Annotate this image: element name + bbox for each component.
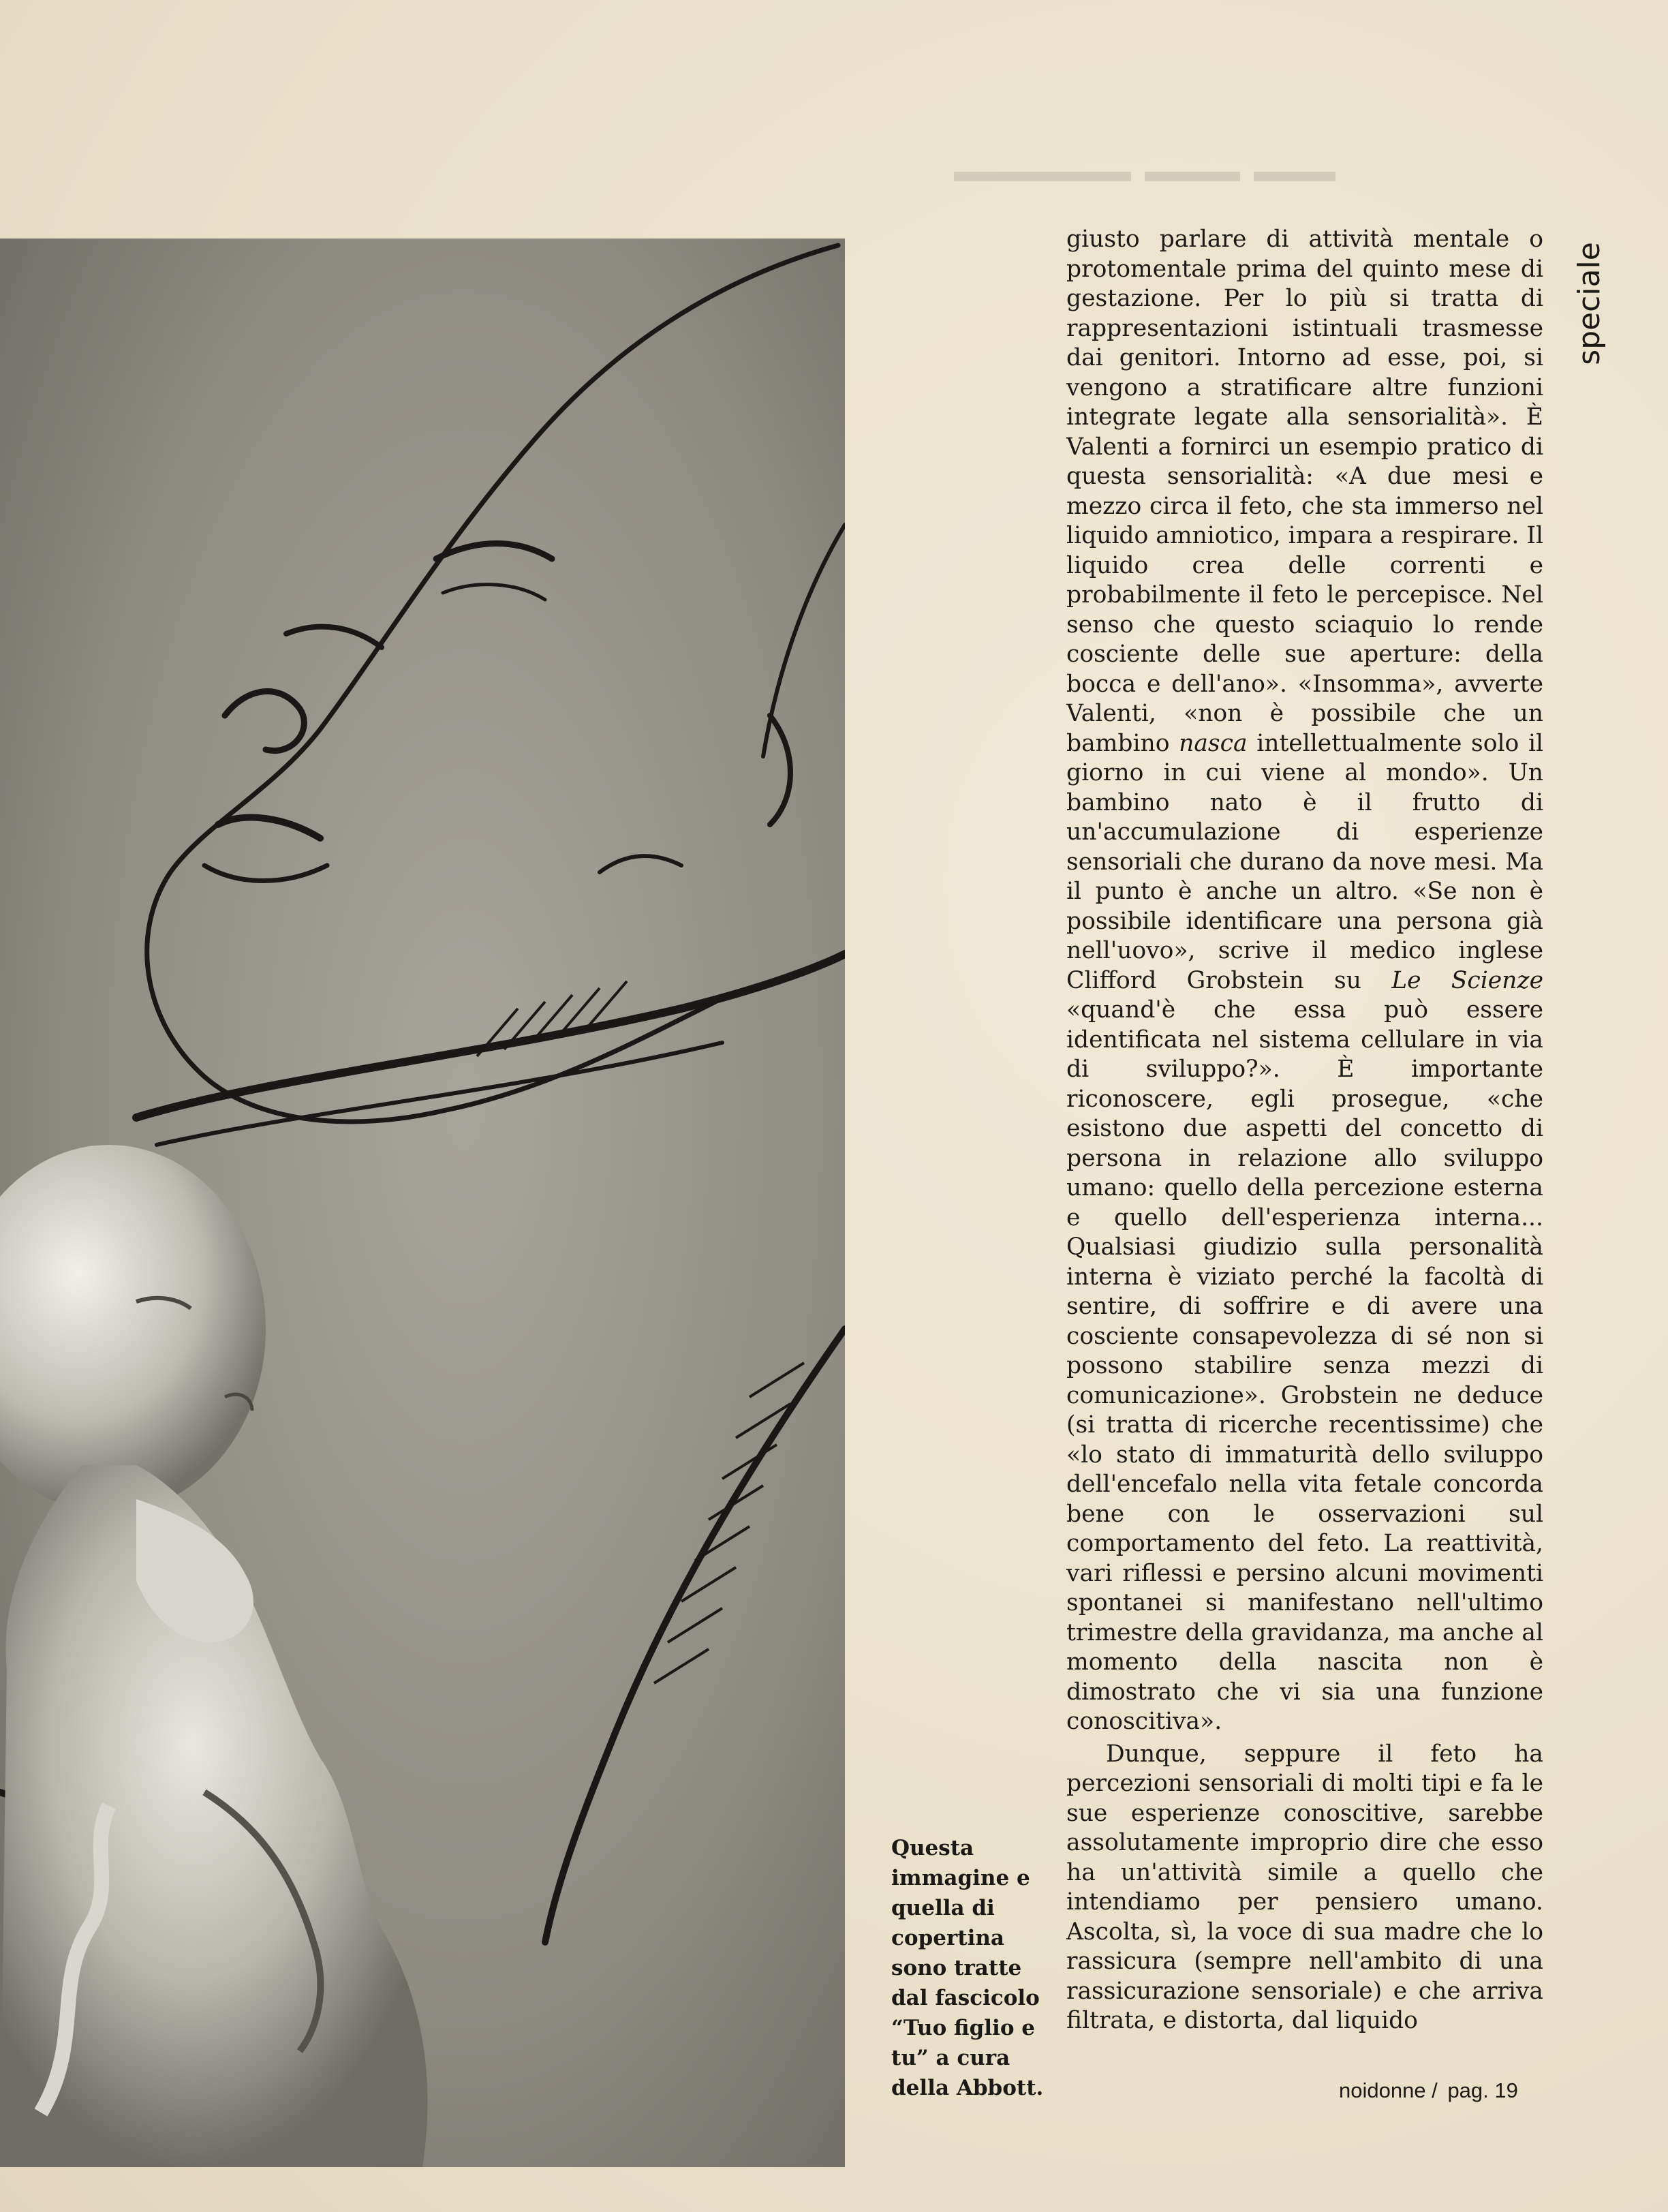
section-label-text: speciale	[1571, 241, 1607, 365]
page-number: pag. 19	[1447, 2078, 1518, 2102]
section-label	[1567, 225, 1611, 382]
text-run: giusto parlare di attività mentale o protomentale prima del quinto mese di gestazione. Per lo più si tratta di rappresentazioni istintuali trasmesse dai genitori. Intorno ad esse, poi, si vengono a stratificare altre funzioni integrate legate alla sensorialità». È Valenti a fornirci un esempio pratico di questa sensorialità: «A due mesi e mezzo circa il feto, che sta immerso nel liquido amniotico, impara a respirare. Il liquido crea delle correnti e probabilmente il feto le percepisce. Nel senso che questo sciaquio lo rende cosciente delle sue aperture: della bocca e dell'ano». «Insomma», avverte Valenti, «non è possibile che un bambino	[1066, 226, 1543, 757]
italic-publication-title: Le Scienze	[1391, 966, 1543, 994]
show-through-text-decoration	[927, 164, 1608, 191]
article-paragraph-2: Dunque, seppure il feto ha percezioni sensoriali di molti tipi e fa le sue esperienze conoscitive, sarebbe assolutamente improprio dire che esso ha un'attività simile a quello che intendiamo per pensiero umano. Ascolta, sì, la voce di sua madre che lo rassicura (sempre nell'ambito di una rassicurazione sensoriale) e che arriva filtrata, e distorta, dal liquido	[1066, 1740, 1543, 2034]
article-paragraph-1	[1066, 225, 1543, 1737]
image-caption: Questa immagine e quella di copertina sono tratte dal fascicolo “Tuo figlio e tu” a cura della Abbott.	[891, 1836, 1044, 2100]
magazine-name: noidonne /	[1339, 2078, 1438, 2102]
italic-text: nasca	[1179, 729, 1248, 757]
page-footer	[1339, 2078, 1557, 2103]
text-run: «quand'è che essa può essere identificata nel sistema cellulare in via di sviluppo?». È importante riconoscere, egli prosegue, «che esistono due aspetti del concetto di persona in relazione allo sviluppo umano: quello della percezione esterna e quello dell'esperienza interna... Qualsiasi giudizio sulla personalità interna è viziato perché la facoltà di sentire, di soffrire e di avere una cosciente consapevolezza di sé non si possono stabilire senza mezzi di comunicazione». Grobstein ne deduce (si tratta di ricerche recentissime) che «lo stato di immaturità dello sviluppo dell'encefalo nella vita fetale concorda bene con le osservazioni sul comportamento del feto. La reattività, vari riflessi e persino alcuni movimenti spontanei si manifestano nell'ultimo trimestre della gravidanza, ma anche al momento della nascita non è dimostrato che vi sia una funzione conoscitiva».	[1066, 996, 1543, 1735]
text-run: intellettualmente solo il giorno in cui viene al mondo». Un bambino nato è il frutto di un'accumulazione di esperienze sensoriali che durano da nove mesi. Ma il punto è anche un altro. «Se non è possibile identificare una persona già nell'uovo», scrive il medico inglese Clifford Grobstein su	[1066, 729, 1544, 994]
fetus-illustration	[0, 239, 845, 2167]
article-body	[1066, 225, 1543, 2036]
